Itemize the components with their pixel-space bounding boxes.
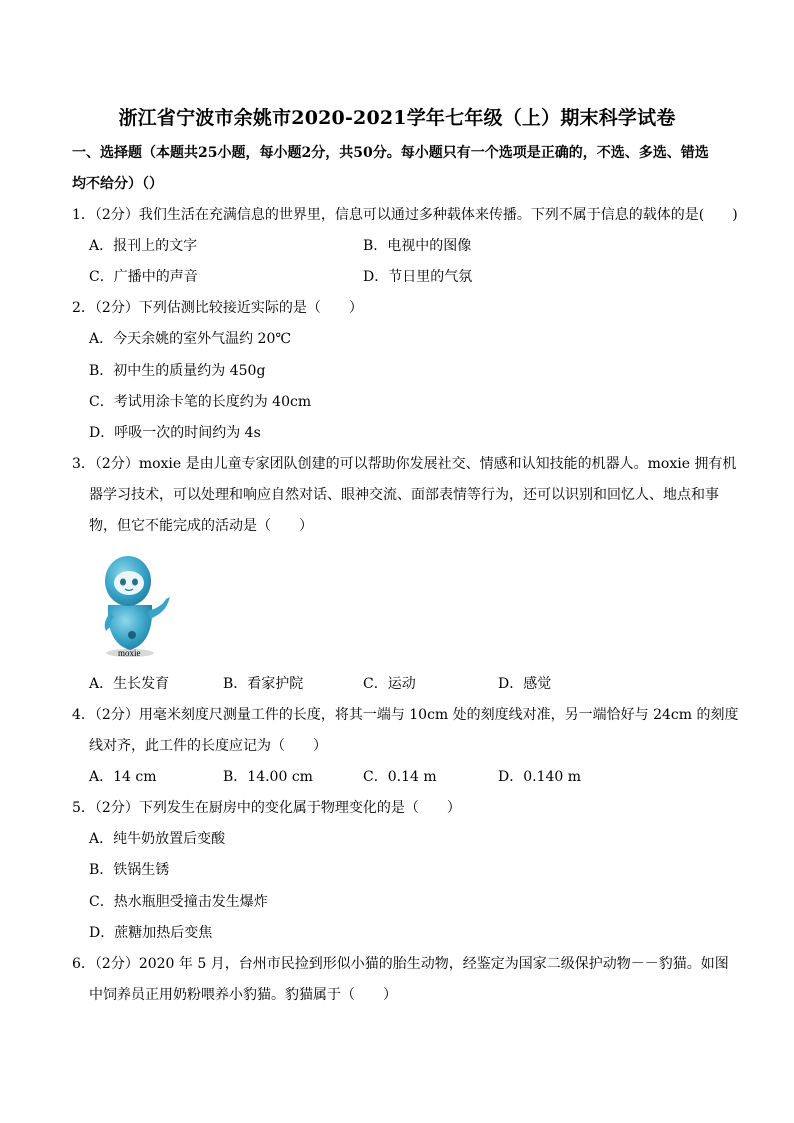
moxie-robot-image — [92, 553, 172, 659]
question-5-stem: 5．（2分）下列发生在厨房中的变化属于物理变化的是（ ） — [72, 800, 461, 816]
question-4-option-d: D．0.140 m — [498, 769, 582, 785]
question-5-option-b: B．铁锅生锈 — [89, 862, 170, 878]
question-6-stem-line-1: 6．（2分）2020 年 5 月，台州市民捡到形似小猫的胎生动物，经鉴定为国家二级保护动物－－豹猫。如图 — [72, 956, 729, 972]
question-2-option-c: C．考试用涂卡笔的长度约为 40cm — [89, 394, 312, 410]
section-heading-line-1: 一、选择题（本题共25小题，每小题2分，共50分。每小题只有一个选项是正确的，不选、多选、错选 — [72, 145, 709, 161]
question-5-option-d: D．蔗糖加热后变焦 — [89, 925, 213, 941]
moxie-image-caption: moxie — [118, 648, 141, 658]
question-4-stem-line-1: 4．（2分）用毫米刻度尺测量工件的长度，将其一端与 10cm 处的刻度线对准，另一端恰好与 24cm 的刻度 — [72, 707, 739, 723]
question-6-stem-line-2: 中饲养员正用奶粉喂养小豹猫。豹猫属于（ ） — [89, 987, 397, 1003]
question-1-option-a: A．报刊上的文字 — [89, 238, 198, 254]
question-3-option-d: D．感觉 — [498, 676, 552, 692]
question-3-stem-line-1: 3．（2分）moxie 是由儿童专家团队创建的可以帮助你发展社交、情感和认知技能的机器人。moxie 拥有机 — [72, 456, 737, 472]
question-2-option-a: A．今天余姚的室外气温约 20℃ — [89, 331, 292, 347]
question-3-option-c: C．运动 — [363, 676, 416, 692]
question-1-option-c: C．广播中的声音 — [89, 269, 198, 285]
question-5-option-c: C．热水瓶胆受撞击发生爆炸 — [89, 894, 268, 910]
question-4-option-c: C．0.14 m — [363, 769, 437, 785]
question-5-option-a: A．纯牛奶放置后变酸 — [89, 831, 226, 847]
question-2-option-b: B．初中生的质量约为 450g — [89, 363, 266, 379]
question-3-stem-line-2: 器学习技术，可以处理和响应自然对话、眼神交流、面部表情等行为，还可以识别和回忆人、地点和事 — [89, 487, 719, 503]
question-3-option-b: B．看家护院 — [223, 676, 304, 692]
question-1-option-b: B．电视中的图像 — [363, 238, 472, 254]
question-4-stem-line-2: 线对齐，此工件的长度应记为（ ） — [89, 738, 327, 754]
question-3-stem-line-3: 物，但它不能完成的活动是（ ） — [89, 518, 313, 534]
section-heading-line-2: 均不给分）（） — [72, 176, 163, 192]
question-2-stem: 2．（2分）下列估测比较接近实际的是（ ） — [72, 300, 363, 316]
question-4-option-a: A．14 cm — [89, 769, 157, 785]
question-4-option-b: B．14.00 cm — [223, 769, 313, 785]
question-2-option-d: D．呼吸一次的时间约为 4s — [89, 425, 261, 441]
exam-title: 浙江省宁波市余姚市2020-2021学年七年级（上）期末科学试卷 — [118, 107, 676, 129]
question-1-option-d: D．节日里的气氛 — [363, 269, 473, 285]
question-3-option-a: A．生长发育 — [89, 676, 170, 692]
question-1-stem: 1．（2分）我们生活在充满信息的世界里，信息可以通过多种载体来传播。下列不属于信息的载体的是( ) — [72, 207, 738, 223]
